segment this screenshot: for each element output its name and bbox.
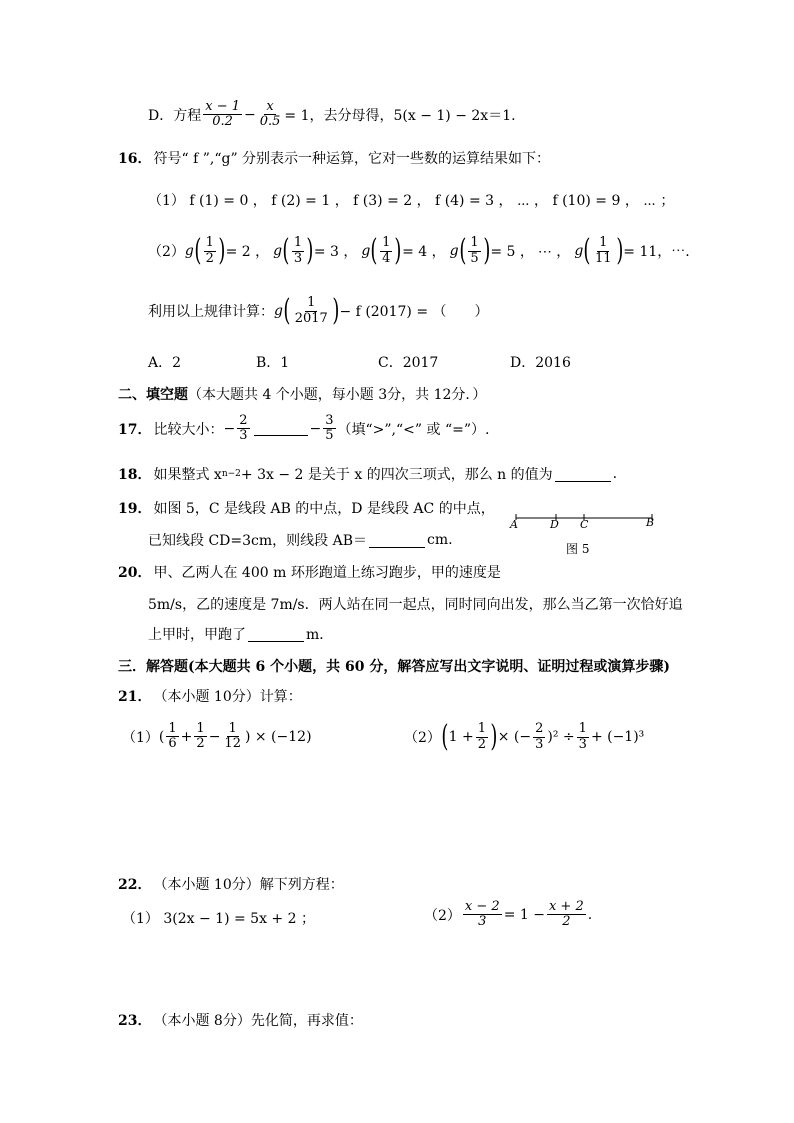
label-d: D: [550, 518, 559, 531]
q20-line3a: 上甲时，甲跑了: [148, 627, 246, 643]
q23-number: 23．: [118, 1013, 152, 1029]
q18-text2: + 3x − 2 是关于 x 的四次三项式，那么 n 的值为: [240, 467, 553, 483]
q19-line1: [118, 498, 495, 518]
q23-text: （本小题 8分）先化简，再求值：: [153, 1013, 363, 1029]
q16-option-c: C．2017: [378, 355, 439, 371]
q21-p1-label: （1）: [122, 729, 159, 746]
q16-calc: 利用以上规律计算： g ( $\frac{1}{2017}$ ) − f (2017) = （ ）: [148, 293, 489, 328]
section3-desc: (本大题共 6 个小题，共 60 分，解答应写出文字说明、证明过程或演算步骤): [188, 659, 670, 675]
q21-p1-tail: ) × (−12): [244, 728, 312, 745]
q20-line2-text: 5m/s，乙的速度是 7m/s．两人站在同一起点，同时同向出发，那么当乙第一次恰好追: [148, 597, 683, 613]
q15-frac-2: $\frac{x}{0.5}$: [259, 99, 281, 130]
q16-line1: [148, 190, 674, 210]
q18-exponent: n−2: [221, 469, 241, 479]
q23: [118, 1010, 363, 1030]
q20-number: 20．: [118, 565, 152, 581]
q18: [118, 464, 617, 484]
q21-part1: （1） ( $\frac{1}{6}$ + $\frac{1}{2}$ − $\frac{1}{12}$ ) × (−12): [122, 721, 312, 752]
q19-figure: [508, 508, 668, 556]
q15-d-equation: = 1，去分母得，5(x − 1) − 2x＝1.: [284, 107, 516, 124]
q17-blank[interactable]: [254, 421, 308, 436]
label-c: C: [580, 518, 589, 531]
section3-title: 三．解答题: [118, 659, 188, 675]
q16-option-a: A．2: [148, 355, 182, 371]
q16-option-d: D．2016: [510, 355, 571, 371]
q19-line2b: cm.: [427, 532, 453, 548]
q18-tail: .: [612, 466, 618, 482]
q22-part1: [122, 908, 315, 928]
q19-blank[interactable]: [369, 533, 425, 548]
q19-line1-text: 如图 5，C 是线段 AB 的中点，D 是线段 AC 的中点，: [153, 501, 495, 517]
q17-text: 比较大小：: [153, 421, 224, 438]
q21-p2-tail: × (−: [497, 729, 532, 745]
label-a: A: [510, 518, 518, 531]
section3-heading: [118, 656, 670, 676]
q22-text: （本小题 10分）解下列方程：: [153, 877, 344, 893]
q20-line1-text: 甲、乙两人在 400 m 环形跑道上练习跑步，甲的速度是: [153, 565, 501, 581]
q22-p2-label: （2）: [424, 907, 461, 924]
q22-p2-mid: = 1 −: [503, 906, 545, 923]
fig-caption: 图 5: [566, 542, 590, 556]
q21-p2-tail3: + (−1)³: [590, 729, 645, 745]
q17: 17． 比较大小： − $\frac{2}{3}$ − $\frac{3}{5}$ （填“>”,“<” 或 “=”）.: [118, 413, 490, 444]
q16-line1-text: （1） f (1) = 0 ， f (2) = 1 ， f (3) = 2 ， f (4) = 3 ， ⋯ ， f (10) = 9 ， ⋯ ；: [148, 193, 675, 209]
q18-number: 18．: [118, 467, 152, 483]
q22: [118, 874, 344, 894]
q17-tail: （填“>”,“<” 或 “=”）.: [337, 421, 490, 438]
q16-calc-label: 利用以上规律计算：: [148, 304, 274, 320]
section2-desc: （本大题共 4 个小题，每小题 3分，共 12分．）: [188, 387, 487, 403]
q21-number: 21．: [118, 689, 152, 705]
q20-line2: [148, 594, 683, 614]
section2-title: 二、填空题: [118, 387, 188, 403]
q16-options: [148, 352, 571, 372]
section2-heading: [118, 384, 486, 404]
q18-blank[interactable]: [555, 467, 611, 482]
q18-text1: 如果整式 x: [153, 467, 222, 483]
q16-stem: [118, 148, 550, 168]
q16-stem-text: 符号“ f ”,“g” 分别表示一种运算，它对一些数的运算结果如下：: [153, 151, 551, 167]
q19-number: 19．: [118, 501, 152, 517]
q20-line3: [148, 624, 333, 644]
q20-line1: [118, 562, 501, 582]
q16-option-b: B．1: [256, 355, 290, 371]
q22-p1-text: （1） 3(2x − 1) = 5x + 2 ；: [122, 911, 315, 927]
q17-number: 17．: [118, 421, 152, 438]
q19-line2a: 已知线段 CD=3cm，则线段 AB＝: [148, 533, 367, 549]
q20-line3b: m．: [306, 627, 334, 643]
q16-line2-label: （2）: [148, 244, 185, 260]
q16-number: 16．: [118, 151, 152, 167]
q22-p2-end: .: [587, 906, 593, 923]
q15-option-d: D．方程 $\frac{x - 1}{0.2}$ − $\frac{x}{0.5}$ = 1，去分母得，5(x − 1) − 2x＝1.: [148, 99, 516, 130]
q16-line2: （2） g ( $\frac{1}{2}$ ) = 2 ， g ( $\frac{1}{3}$ ) = 3 ， g ( $\frac{1}{4}$ ) = 4 ， g ( $\frac{1}{5}$ ) = 5 ， ⋯ ， g ( $\frac{1}{11}$ ) = 11，⋯.: [148, 233, 690, 268]
q21-p2-tail2: )² ÷: [547, 729, 575, 745]
q21-part2: （2） ( 1 + $\frac{1}{2}$ ) × (− $\frac{2}{3}$ )² ÷ $\frac{1}{3}$ + (−1)³: [404, 719, 645, 754]
q21-text: （本小题 10分）计算：: [153, 689, 302, 705]
q19-line2: [148, 530, 453, 550]
q21: [118, 686, 302, 706]
q20-blank[interactable]: [248, 627, 304, 642]
q15-frac-1: $\frac{x - 1}{0.2}$: [205, 99, 240, 130]
q21-p2-label: （2）: [404, 730, 441, 746]
label-b: B: [646, 516, 655, 529]
q16-calc-tail: − f (2017) = （ ）: [339, 304, 489, 320]
q22-part2: （2） $\frac{x - 2}{3}$ = 1 − $\frac{x + 2}{2}$ .: [424, 899, 593, 930]
q22-number: 22．: [118, 877, 152, 893]
q15-d-label: D．方程: [148, 107, 202, 124]
